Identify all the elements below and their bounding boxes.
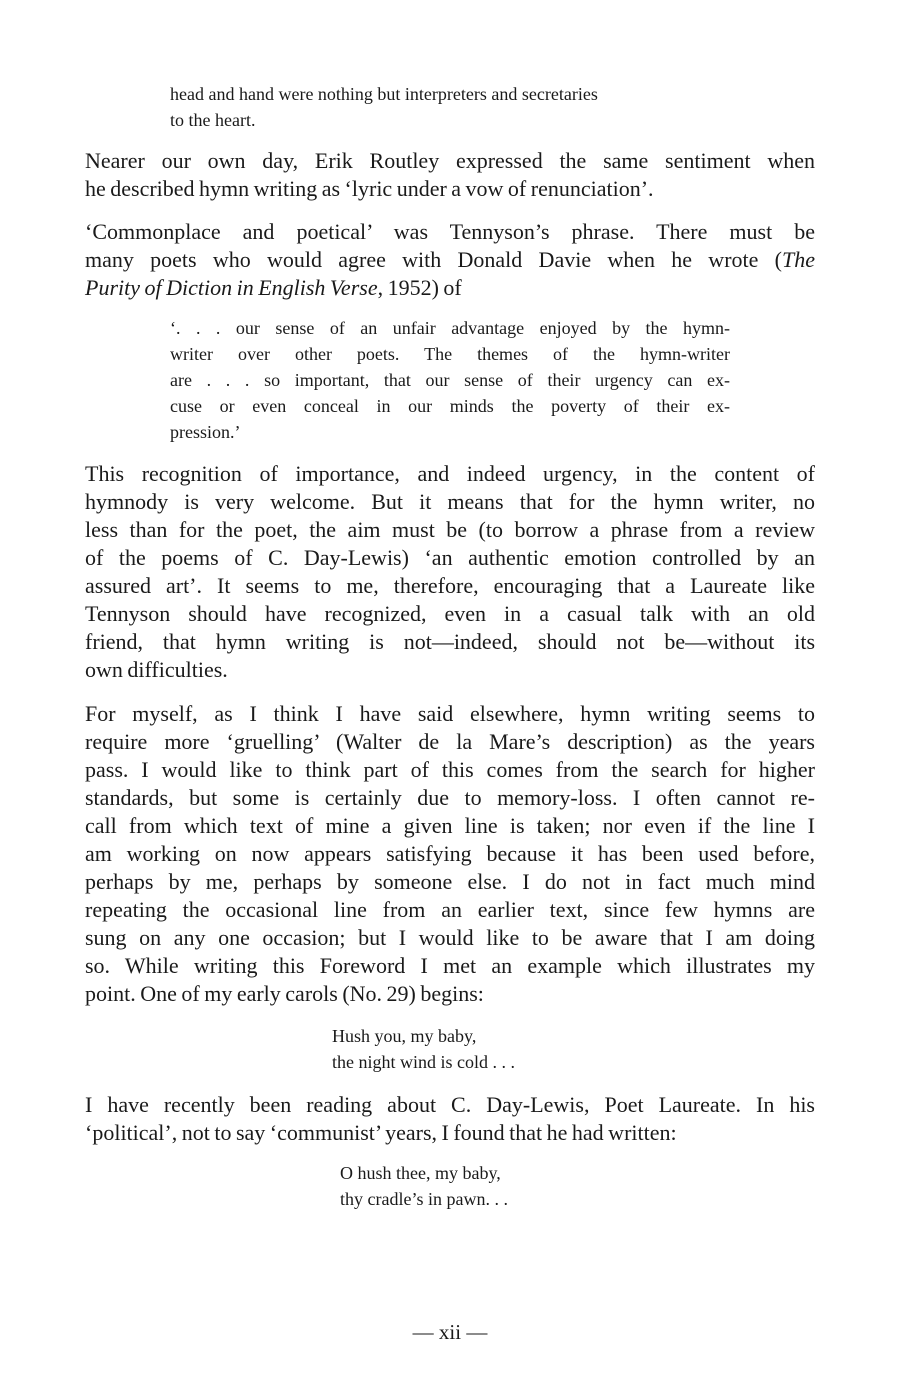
text-line: ‘. . . our sense of an unfair advantage enjoyed by the hymn- bbox=[170, 318, 730, 338]
text-line: This recognition of importance, and indeed urgency, in the content of bbox=[85, 461, 815, 486]
text-line: assured art’. It seems to me, therefore, encouraging that a Laureate like bbox=[85, 573, 815, 598]
text-line: thy cradle’s in pawn. . . bbox=[340, 1189, 508, 1209]
text-line: Tennyson should have recognized, even in a casual talk with an old bbox=[85, 601, 815, 626]
para-myself bbox=[85, 700, 815, 1008]
text-line: many poets who would agree with Donald Davie when he wrote (The bbox=[85, 247, 815, 272]
text-line: to the heart. bbox=[170, 110, 256, 130]
text-line: so. While writing this Foreword I met an example which illustrates my bbox=[85, 953, 815, 978]
para-recognition bbox=[85, 460, 815, 684]
poem-hush-you bbox=[332, 1023, 900, 1075]
text-line: ‘Commonplace and poetical’ was Tennyson’s phrase. There must be bbox=[85, 219, 815, 244]
text-line: hymnody is very welcome. But it means that for the hymn writer, no bbox=[85, 489, 815, 514]
text-line: own difficulties. bbox=[85, 657, 228, 682]
text-line: Nearer our own day, Erik Routley expressed the same sentiment when bbox=[85, 148, 815, 173]
quote-davie bbox=[170, 315, 730, 445]
para-recently bbox=[85, 1091, 815, 1147]
text-line: friend, that hymn writing is not—indeed, should not be—without its bbox=[85, 629, 815, 654]
text-line: pass. I would like to think part of this comes from the search for higher bbox=[85, 757, 815, 782]
text-line: Purity of Diction in English Verse, 1952) of bbox=[85, 275, 462, 300]
text-line: For myself, as I think I have said elsewhere, hymn writing seems to bbox=[85, 701, 815, 726]
para-routley bbox=[85, 147, 815, 203]
para-commonplace bbox=[85, 218, 815, 302]
text-line: O hush thee, my baby, bbox=[340, 1163, 501, 1183]
text-line: require more ‘gruelling’ (Walter de la Mare’s description) as the years bbox=[85, 729, 815, 754]
text-line: am working on now appears satisfying because it has been used before, bbox=[85, 841, 815, 866]
text-line: head and hand were nothing but interpreters and secretaries bbox=[170, 84, 598, 104]
text-line: Hush you, my baby, bbox=[332, 1026, 477, 1046]
text-line: he described hymn writing as ‘lyric under a vow of renunciation’. bbox=[85, 176, 654, 201]
text-line: pression.’ bbox=[170, 422, 241, 442]
text-line: call from which text of mine a given line is taken; nor even if the line I bbox=[85, 813, 815, 838]
text-line: ‘political’, not to say ‘communist’ years, I found that he had written: bbox=[85, 1120, 677, 1145]
text-line: I have recently been reading about C. Day-Lewis, Poet Laureate. In his bbox=[85, 1092, 815, 1117]
text-line: the night wind is cold . . . bbox=[332, 1052, 515, 1072]
text-line: sung on any one occasion; but I would like to be aware that I am doing bbox=[85, 925, 815, 950]
text-line: standards, but some is certainly due to memory-loss. I often cannot re- bbox=[85, 785, 815, 810]
page-number: — xii — bbox=[412, 1320, 488, 1344]
text-line: are . . . so important, that our sense of their urgency can ex- bbox=[170, 370, 730, 390]
text-line: repeating the occasional line from an earlier text, since few hymns are bbox=[85, 897, 815, 922]
text-line: cuse or even conceal in our minds the poverty of their ex- bbox=[170, 396, 730, 416]
text-line: less than for the poet, the aim must be (to borrow a phrase from a review bbox=[85, 517, 815, 542]
quote-top bbox=[170, 81, 730, 133]
text-line: point. One of my early carols (No. 29) begins: bbox=[85, 981, 484, 1006]
text-line: writer over other poets. The themes of the hymn-writer bbox=[170, 344, 730, 364]
text-line: of the poems of C. Day-Lewis) ‘an authentic emotion controlled by an bbox=[85, 545, 815, 570]
text-line: perhaps by me, perhaps by someone else. I do not in fact much mind bbox=[85, 869, 815, 894]
poem-hush-thee bbox=[340, 1160, 900, 1212]
